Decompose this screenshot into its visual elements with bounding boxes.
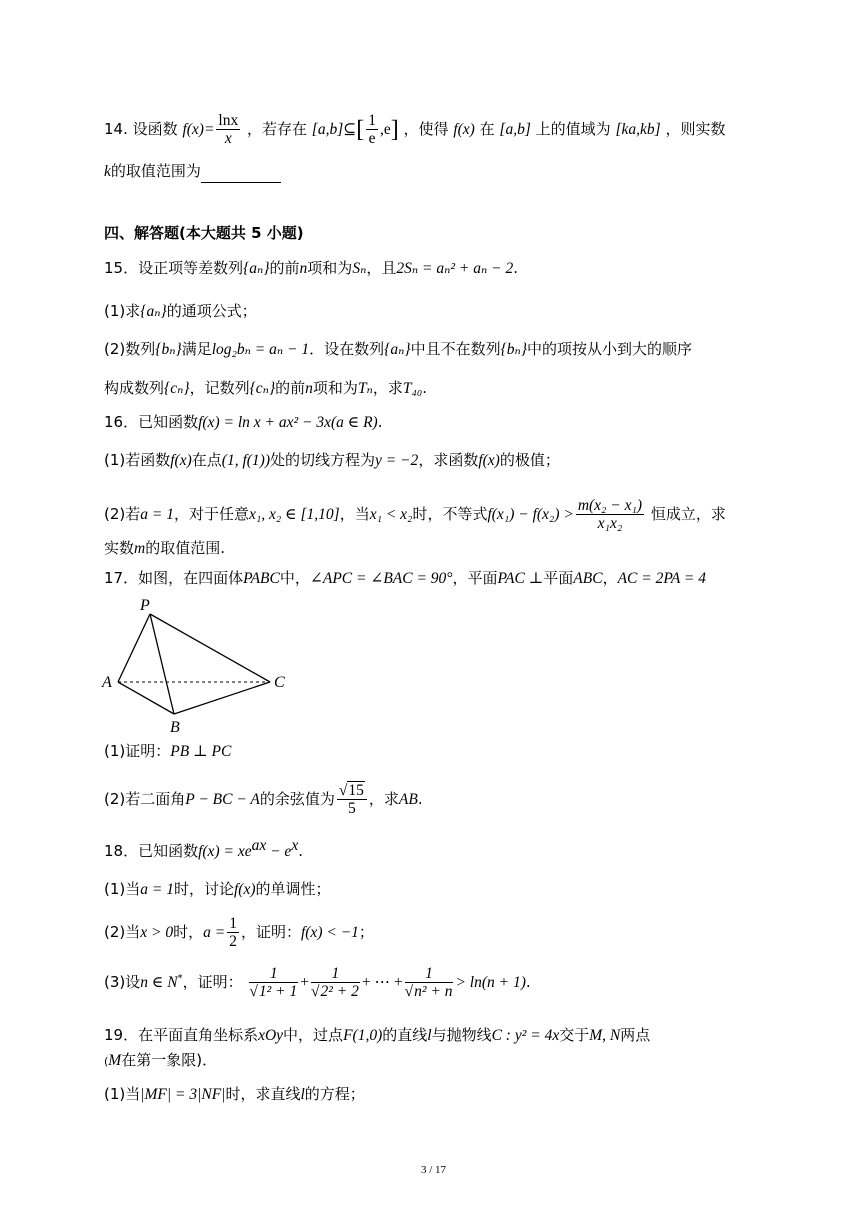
q14-line1: 14. 设函数 f(x)= $\frac{\ln x}{x}$ ，若存在 [a,b]⊆[ $\frac{1}{e}$ ,e] ，使得 f(x) 在 [a,b] 上的值域为 [ka,kb] ，则实数	[104, 112, 726, 147]
q16-fraction: $\frac{\text{m(x₂ − x₁)}}{\text{x₁x₂}}$	[577, 497, 643, 532]
q15-line1: 15．设正项等差数列{aₙ}的前n项和为Sₙ，且2Sₙ = aₙ² + aₙ − 2.	[104, 259, 519, 277]
q14-number: 14.	[104, 120, 128, 138]
page-number: 3 / 17	[420, 1164, 447, 1176]
q15-part1: (1)求{aₙ}的通项公式；	[104, 302, 257, 320]
q16-part2-line2: 实数m的取值范围.	[104, 539, 225, 557]
q19-part1: (1)当|MF| = 3|NF|时，求直线l的方程；	[104, 1085, 365, 1103]
vertex-label-a: A	[102, 674, 112, 691]
q18-part3: (3)设n ∈ N*，证明： $\frac{1}{\text{√1² + 1}}$ + $\frac{1}{\text{√2² + 2}}$ + ⋯ + $\frac{1}{\text{√n² + n}}$ > ln(n + 1).	[104, 965, 531, 1000]
q18-line1: 18．已知函数$f(x) = xe^{ax} - e^x$.	[104, 837, 303, 860]
q16-part2-line1: (2)若a = 1，对于任意x₁, x₂ ∈ [1,10]，当x₁ < x₂时，不等式f(x₁) − f(x₂) > $\frac{\text{m(x₂ − x₁)}}{\text{x₁x₂}}$ 恒成立，求	[104, 497, 726, 532]
q16-part1: (1)若函数f(x)在点(1, f(1))处的切线方程为y = −2，求函数f(x)的极值；	[104, 451, 560, 469]
vertex-label-c: C	[274, 674, 285, 691]
q17-cos-fraction: $\frac{√15}{5}$	[337, 782, 367, 817]
q18-part1: (1)当a = 1时，讨论f(x)的单调性；	[104, 880, 331, 898]
q17-part1: (1)证明：PB ⊥ PC	[104, 742, 232, 760]
q16-line1: 16．已知函数f(x) = ln x + ax² − 3x(a ∈ R).	[104, 413, 383, 431]
q19-line2: (M在第一象限)．	[104, 1051, 218, 1069]
q14-line2: k的取值范围为	[104, 160, 807, 183]
q15-part2-line2: 构成数列{cₙ}，记数列{cₙ}的前n项和为Tₙ，求T₄₀.	[104, 379, 428, 397]
answer-blank	[201, 168, 281, 183]
q19-line1: 19．在平面直角坐标系xOy中，过点F(1,0)的直线l与抛物线C : y² = 4x交于M, N两点	[104, 1026, 651, 1044]
vertex-label-b: B	[170, 719, 180, 734]
q14-function: f(x)=	[182, 121, 215, 138]
vertex-label-p: P	[140, 597, 150, 614]
q15-part2-line1: (2)数列{bₙ}满足log₂bₙ = aₙ − 1．设在数列{aₙ}中且不在数列{bₙ}中的项按从小到大的顺序	[104, 340, 693, 358]
section-heading: 四、解答题(本大题共 5 小题)	[104, 224, 304, 242]
q17-line1: 17．如图，在四面体PABC中，∠APC = ∠BAC = 90°，平面PAC ⊥平面ABC，AC = 2PA = 4	[104, 569, 706, 587]
q18-part2: (2)当x > 0时，a = $\frac{1}{2}$ ，证明：f(x) < −1；	[104, 915, 374, 950]
q17-part2: (2)若二面角P − BC − A的余弦值为 $\frac{√15}{5}$ ，求AB.	[104, 782, 423, 817]
tetrahedron-figure	[100, 594, 300, 734]
q14-fraction: $\frac{\ln x}{x}$	[218, 112, 239, 147]
